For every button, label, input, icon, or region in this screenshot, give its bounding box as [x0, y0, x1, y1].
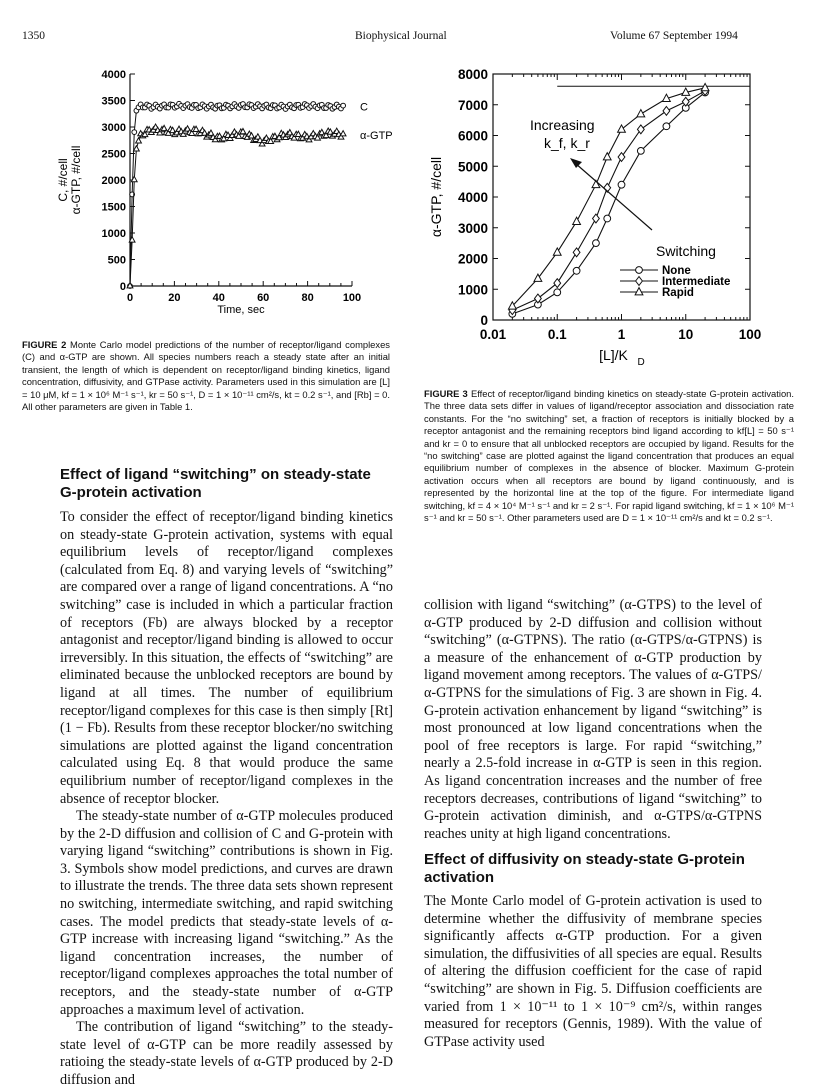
data-point [637, 110, 645, 117]
y-tick-label: 2000 [101, 175, 126, 187]
y-tick-label: 3000 [457, 220, 488, 236]
y-tick-label: 6000 [457, 128, 488, 144]
y-tick-label: 1500 [101, 201, 126, 214]
figure-3-caption-text: Effect of receptor/ligand binding kinetics on steady-state G-protein activation. The three data sets differ in values of ligand/receptor association and dissociation rate constants. For the “no switching” set, a fraction of receptors is initially blocked by a receptor antagonist and the remaining receptors bind ligand according to kf[L] = 50 s⁻¹ and kr = 0 to ensure that all unblocked receptors are occupied by ligand. Results for the “no switching” case are plotted against the ligand concentration that produces an equal equilibrium number of complexes in the absence of blocker. Maximum G-protein activation occurs when all receptors are bound by ligand continuously, and is represented by the horizontal line at the top of the figure. For intermediate ligand switching, kf = 4 × 10⁴ M⁻¹ s⁻¹ and kr = 2 s⁻¹. For rapid ligand switching, kf = 1 × 10⁶ M⁻¹ s⁻¹ and kr = 50 s⁻¹. Other parameters used are D = 1 × 10⁻¹¹ cm²/s and kt = 0.2 s⁻¹. [424, 388, 794, 524]
annotation-label: k_f, k_r [544, 135, 590, 151]
right-column-body-2 [424, 893, 762, 1051]
paragraph: The Monte Carlo model of G-protein activation is used to determine whether the diffusivity of membrane species significantly affects α-GTP production. For a given simulation, the diffusivities of all species are equal. Results of altering the diffusion coefficient for the case of rapid “switching” are shown in Fig. 5. Diffusion coefficients are varied from 1 × 10⁻¹¹ to 1 × 10⁻⁹ cm²/s, within ranges measured for receptors (Gennis, 1989). With the value of GTPase activity used [424, 893, 762, 1050]
figure-2-chart [20, 60, 400, 330]
data-point [573, 267, 580, 274]
y-tick-label: 500 [107, 254, 126, 267]
data-point [604, 215, 611, 222]
data-point [341, 103, 346, 108]
data-point [636, 277, 643, 286]
data-point [663, 107, 670, 116]
x-tick-label: 1 [617, 327, 626, 342]
data-point [136, 138, 142, 143]
y-tick-label: 1000 [457, 282, 488, 298]
data-point [132, 130, 137, 135]
y-tick-label: 2000 [457, 251, 488, 267]
left-column-body [60, 509, 393, 1090]
figure-2-caption [22, 339, 390, 413]
data-point [637, 147, 644, 154]
y-tick-label: 3500 [101, 95, 126, 108]
x-tick-label: 100 [342, 292, 362, 304]
y-tick-label: 0 [119, 281, 126, 293]
figure-3-caption [424, 388, 794, 524]
y-tick-label: 8000 [457, 67, 488, 82]
data-point [554, 289, 561, 296]
journal-title: Biophysical Journal [355, 30, 447, 42]
y-tick-label: 2500 [101, 148, 126, 161]
legend-entry: None [662, 265, 691, 277]
data-point [636, 267, 643, 274]
y-tick-label: 7000 [457, 97, 488, 113]
data-point [635, 288, 643, 295]
annotation-arrowhead [570, 158, 582, 168]
paragraph: The contribution of ligand “switching” to the steady-state level of α-GTP can be more readily assessed by ratioing the steady-state levels of α-GTP produced by 2-D diffusion and [60, 1019, 393, 1088]
x-axis-label-subscript: D [637, 357, 645, 368]
right-column-body [424, 597, 762, 843]
x-tick-label: 0.01 [479, 327, 507, 342]
y-tick-label: 5000 [457, 159, 488, 175]
x-tick-label: 0.1 [547, 327, 567, 342]
x-tick-label: 0 [126, 292, 134, 304]
data-point [603, 153, 611, 160]
x-tick-label: 60 [257, 292, 270, 304]
paragraph: The steady-state number of α-GTP molecules produced by the 2-D diffusion and collision of C and G-protein with varying ligand “switching” contributions is shown in Fig. 3. Symbols show model predictions, and curves are drawn to illustrate the trends. The three data sets shown represent no switching, intermediate switching, and rapid switching cases. The model predicts that steady-state levels of α-GTP increase with increasing ligand “switching.” As the ligand concentration increases, the number of receptor/ligand complexes approaches the total number of receptors, and the steady-state number of α-GTP approaches a maximum level of activation. [60, 808, 393, 1018]
series-label: α-GTP [360, 129, 393, 142]
paragraph: collision with ligand “switching” (α-GTPS) to the level of α-GTP produced by 2-D diffusion and collision without “switching” (α-GTPNS). The ratio (α-GTPS/α-GTPNS) is a measure of the enhancement of α-GTP production by ligand movement among receptors. The values of α-GTPS/α-GTPNS for the simulations of Fig. 3 are shown in Fig. 4. G-protein activation enhancement by ligand “switching” is most pronounced at low ligand concentrations when the pool of free receptors is large. For rapid “switching,” nearly a 2.5-fold increase in α-GTP is seen in this region. As ligand concentration increases and the number of free receptors decreases, contributions of ligand “switching” to G-protein activation diminish, and α-GTPS/α-GTPNS reaches unity at high ligand concentrations. [424, 597, 762, 842]
data-point [553, 248, 561, 255]
data-point [573, 217, 581, 224]
annotation-label: Increasing [530, 117, 595, 133]
series-line [130, 127, 343, 286]
x-tick-label: 20 [168, 292, 181, 304]
figure-3-chart [420, 60, 790, 368]
page-number: 1350 [22, 30, 45, 42]
legend-title: Switching [656, 243, 716, 259]
x-tick-label: 40 [212, 292, 225, 304]
volume-info: Volume 67 September 1994 [610, 30, 738, 42]
data-point [663, 123, 670, 130]
x-tick-label: 10 [678, 327, 694, 342]
legend-entry: Rapid [662, 287, 694, 299]
data-point [701, 83, 709, 90]
y-tick-label: 1000 [101, 228, 126, 240]
figure-2-caption-text: Monte Carlo model predictions of the number of receptor/ligand complexes (C) and α-GTP are shown. All species numbers reach a steady state after an initial transient, the length of which is dependent on receptor/ligand binding kinetics, ligand concentration, diffusivity, and GTPase activity. Parameters used in this simulation are [L] = 10 μM, kf = 1 × 10⁶ M⁻¹ s⁻¹, kr = 50 s⁻¹, D = 1 × 10⁻¹¹ cm²/s, kt = 0.2 s⁻¹, and [Rb] = 0. All other parameters are given in Table 1. [22, 339, 390, 413]
section-heading-switching: Effect of ligand “switching” on steady-state G-protein activation [60, 466, 371, 501]
paragraph: To consider the effect of receptor/ligand binding kinetics on steady-state G-protein activation, systems with equal equilibrium levels of receptor/ligand complexes (calculated from Eq. 8) and varying levels of “switching” are compared over a range of ligand concentrations. A “no switching” case is included in which a particular fraction of receptors (Fb) are always blocked by a receptor antagonist and receptor/ligand binding is allowed to occur irreversibly. In this situation, the effects of “switching” are eliminated because the unblocked receptors are bound by ligand at all times. The number of equilibrium receptor/ligand complexes for this case is then simply [Rt](1 − Fb). Results from these receptor blocker/no switching simulations are plotted against the ligand concentration calculated using Eq. 8 that would produce the same equilibrium number of receptor/ligand complexes in the absence of receptor blocker. [60, 509, 393, 807]
figure-2-label: FIGURE 2 [22, 339, 67, 350]
x-tick-label: 80 [301, 292, 314, 304]
data-point [618, 125, 626, 132]
x-tick-label: 100 [738, 327, 762, 342]
section-heading-diffusivity: Effect of diffusivity on steady-state G-protein activation [424, 851, 745, 886]
y-axis-label: α-GTP, #/cell [69, 145, 83, 215]
y-tick-label: 0 [480, 313, 488, 328]
y-tick-label: 4000 [457, 190, 488, 205]
y-tick-label: 4000 [101, 69, 126, 81]
data-point [133, 146, 139, 151]
y-tick-label: 3000 [101, 122, 126, 134]
series-label: C [360, 101, 368, 114]
x-axis-label: [L]/K [599, 347, 628, 363]
legend-entry: Intermediate [662, 276, 731, 288]
data-point [618, 181, 625, 188]
y-axis-label: C, #/cell [56, 158, 70, 202]
x-axis-label: Time, sec [217, 304, 265, 316]
figure-3-label: FIGURE 3 [424, 388, 468, 399]
y-axis-label: α-GTP, #/cell [428, 156, 444, 238]
data-point [593, 240, 600, 247]
